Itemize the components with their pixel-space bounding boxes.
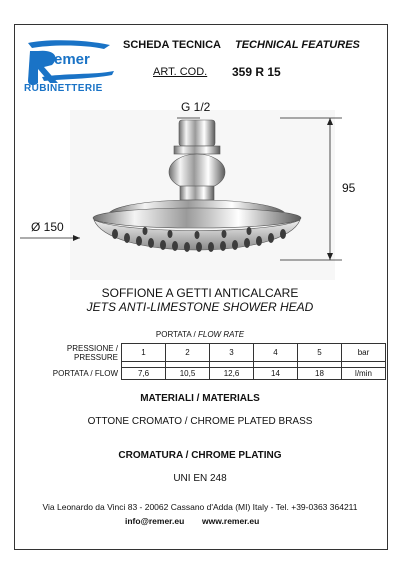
flow-value: 14 [254, 368, 298, 380]
flow-value: 10,5 [166, 368, 210, 380]
svg-text:emer: emer [54, 51, 90, 68]
pressure-unit: bar [342, 344, 386, 362]
product-title-it: SOFFIONE A GETTI ANTICALCARE [101, 286, 299, 300]
height-label: 95 [342, 181, 356, 195]
pressure-value: 3 [210, 344, 254, 362]
flow-label: PORTATA / FLOW [52, 369, 118, 378]
logo-subtitle: RUBINETTERIE [24, 83, 103, 94]
flow-value: 12,6 [210, 368, 254, 380]
pressure-label: PRESSIONE / PRESSURE [66, 343, 118, 362]
plating-title: CROMATURA / CHROME PLATING [118, 450, 282, 461]
product-title-en: JETS ANTI-LIMESTONE SHOWER HEAD [86, 300, 314, 314]
footer-website[interactable]: www.remer.eu [202, 516, 260, 526]
diameter-label: Ø 150 [31, 220, 64, 234]
scheda-tecnica-label: SCHEDA TECNICA [123, 39, 221, 51]
flow-unit: l/min [342, 368, 386, 380]
footer-email[interactable]: info@remer.eu [125, 516, 185, 526]
table-caption [0, 330, 400, 339]
plating-value: UNI EN 248 [173, 473, 227, 484]
materials-title: MATERIALI / MATERIALS [140, 393, 260, 404]
technical-features-label: TECHNICAL FEATURES [235, 39, 360, 51]
footer-address: Via Leonardo da Vinci 83 - 20062 Cassano d'Adda (MI) Italy - Tel. +39-0363 364211 [42, 502, 358, 512]
pressure-value: 2 [166, 344, 210, 362]
table-caption-en: FLOW RATE [198, 330, 245, 339]
thread-label: G 1/2 [181, 100, 211, 114]
flow-row [20, 368, 386, 380]
pressure-value: 5 [298, 344, 342, 362]
pressure-value: 4 [254, 344, 298, 362]
materials-value: OTTONE CROMATO / CHROME PLATED BRASS [87, 416, 313, 427]
pressure-row [20, 344, 386, 362]
art-code-value: 359 R 15 [232, 65, 281, 79]
art-code-label: ART. COD. [153, 66, 208, 78]
flow-value: 18 [298, 368, 342, 380]
flow-rate-table [20, 343, 386, 380]
flow-value: 7,6 [122, 368, 166, 380]
table-caption-it: PORTATA / [155, 330, 198, 339]
pressure-value: 1 [122, 344, 166, 362]
